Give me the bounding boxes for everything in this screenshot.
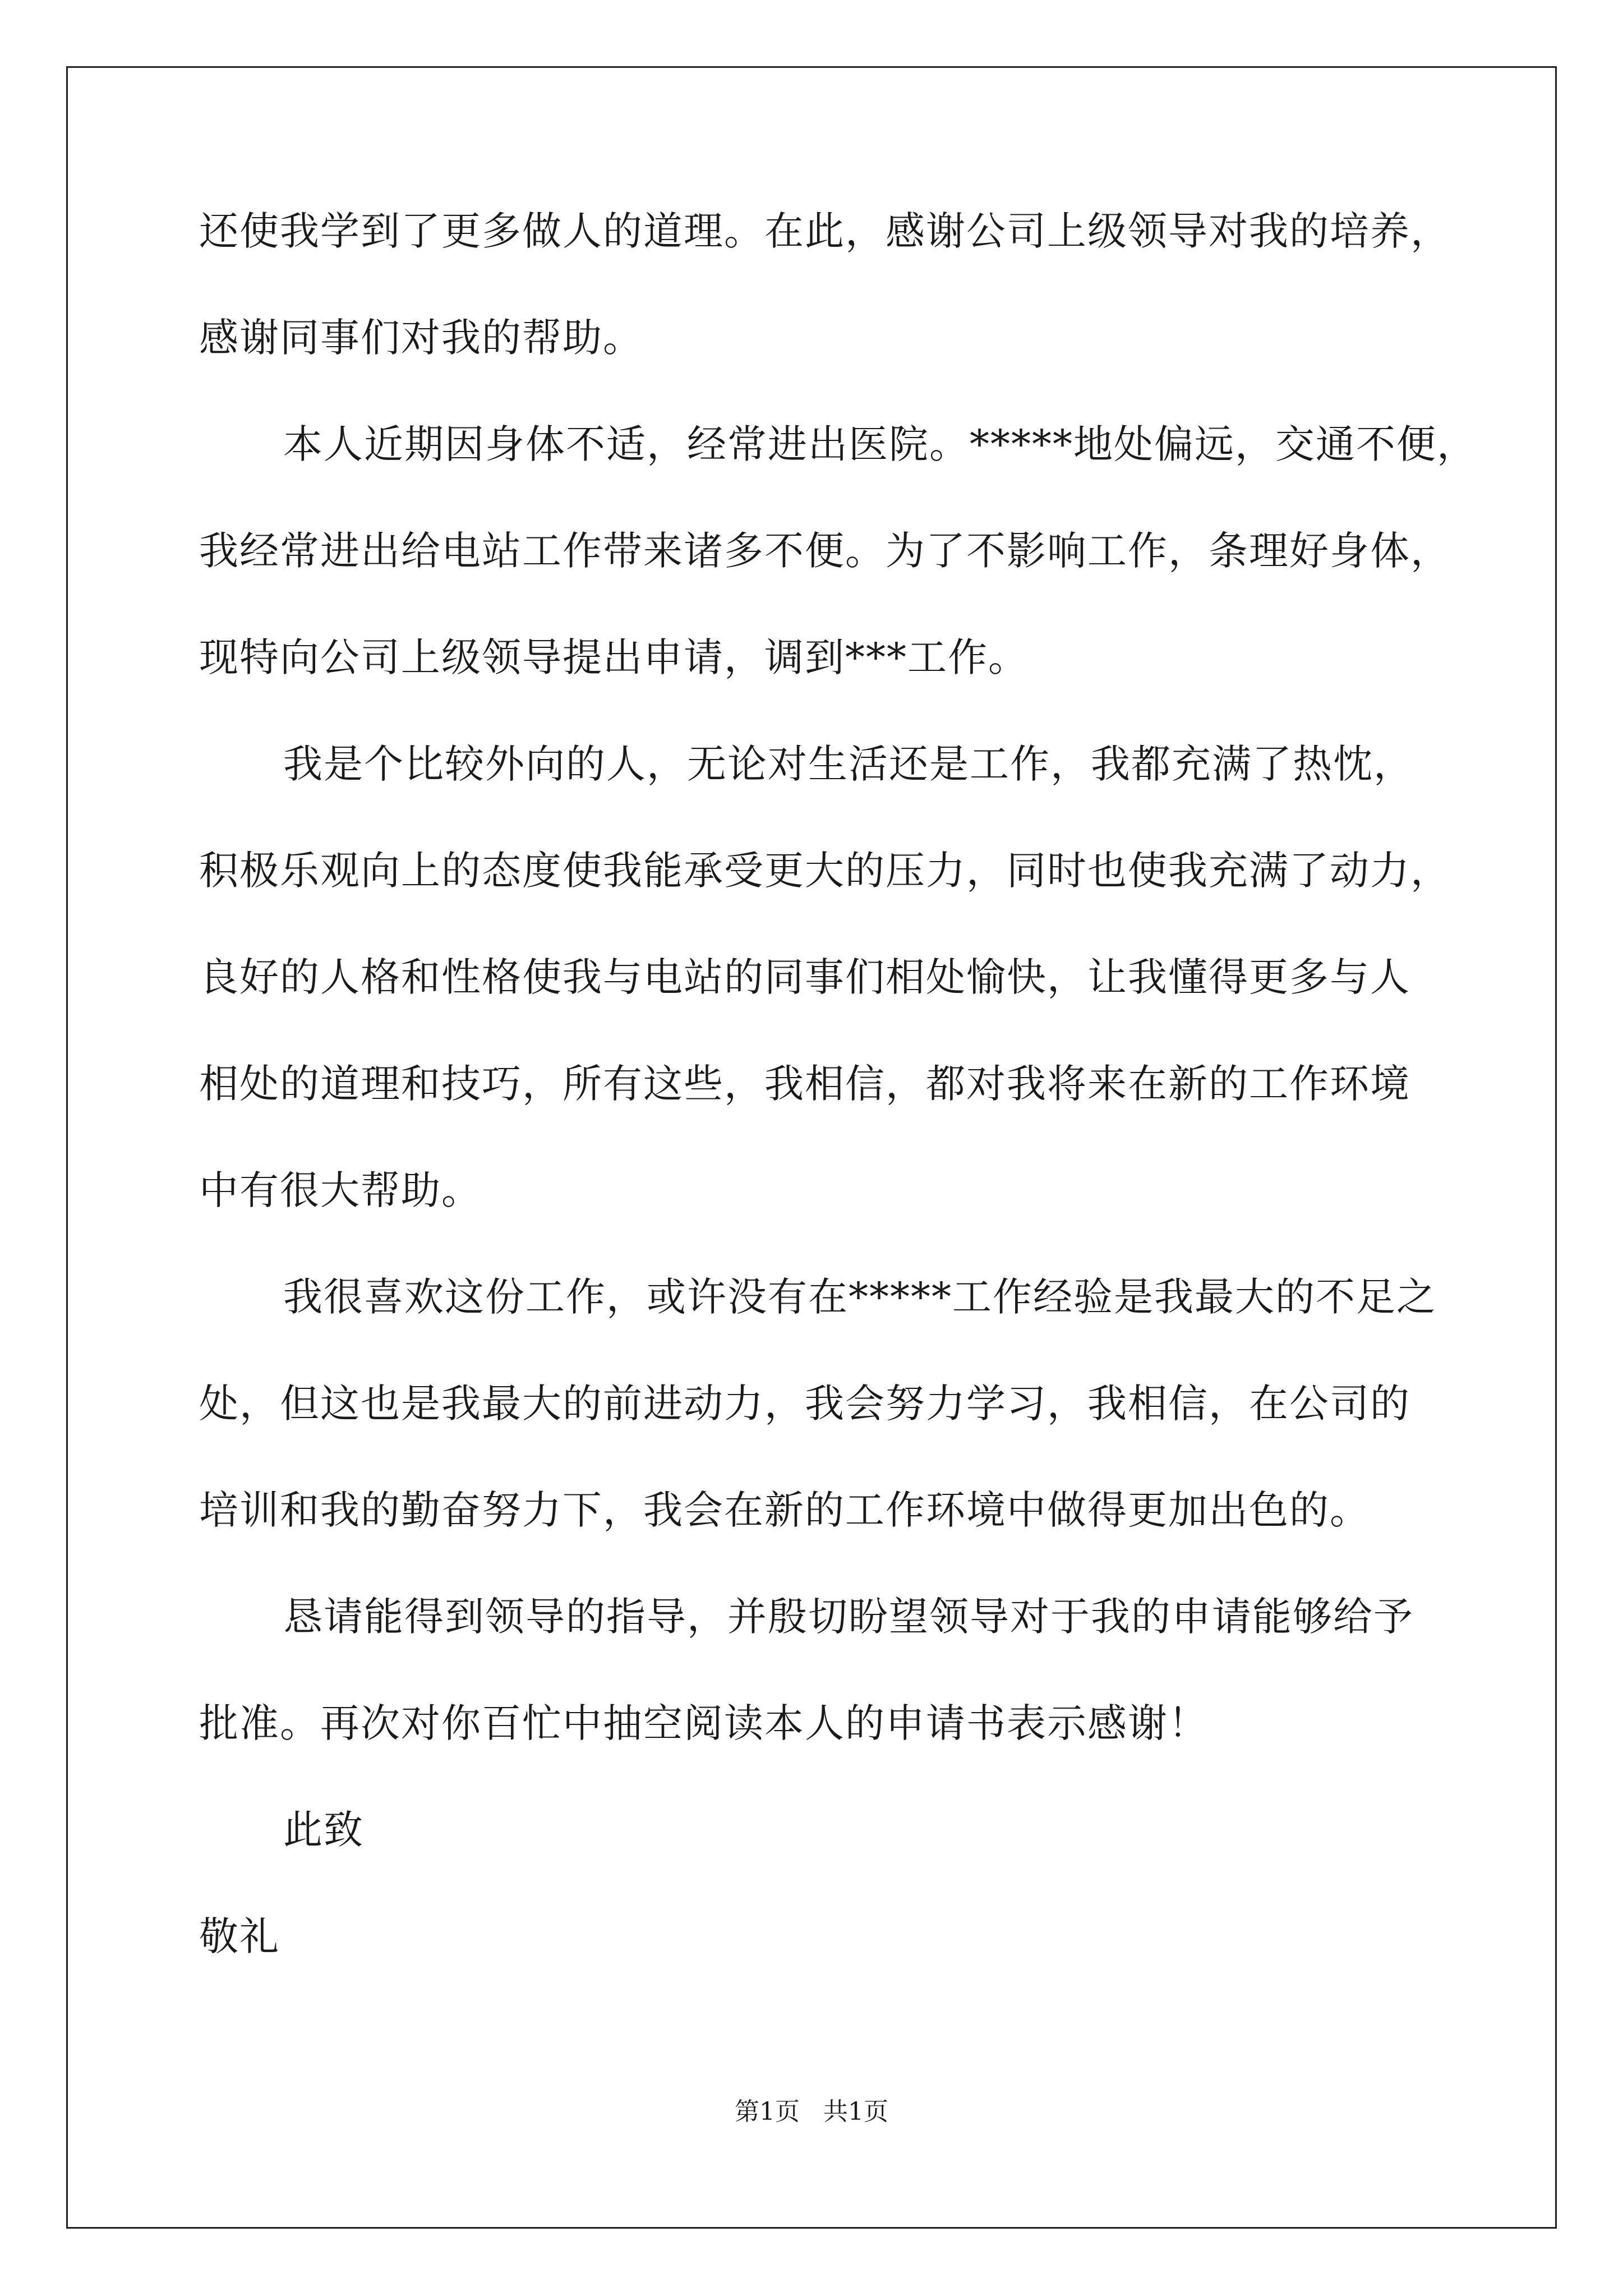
page-footer: 第1页 共1页 (735, 2097, 888, 2126)
text-line: 现特向公司上级领导提出申请，调到***工作。 (199, 634, 1029, 680)
text-line: 培训和我的勤奋努力下，我会在新的工作环境中做得更加出色的。 (199, 1487, 1370, 1533)
page-border (66, 66, 1557, 2229)
paragraph-start-line: 本人近期因身体不适，经常进出医院。*****地处偏远，交通不便， (283, 421, 1477, 467)
text-line: 批准。再次对你百忙中抽空阅读本人的申请书表示感谢！ (199, 1700, 1209, 1746)
closing-regards: 敬礼 (199, 1913, 280, 1959)
text-line: 相处的道理和技巧，所有这些，我相信，都对我将来在新的工作环境 (199, 1061, 1410, 1107)
closing-salutation: 此致 (283, 1807, 364, 1853)
text-line: 处，但这也是我最大的前进动力，我会努力学习，我相信，在公司的 (199, 1381, 1410, 1427)
paragraph-start-line: 恳请能得到领导的指导，并殷切盼望领导对于我的申请能够给予 (283, 1594, 1414, 1640)
text-line: 良好的人格和性格使我与电站的同事们相处愉快，让我懂得更多与人 (199, 954, 1410, 1000)
paragraph-start-line: 我很喜欢这份工作，或许没有在*****工作经验是我最大的不足之 (283, 1274, 1437, 1320)
text-line: 我经常进出给电站工作带来诸多不便。为了不影响工作，条理好身体， (199, 528, 1451, 574)
text-line: 积极乐观向上的态度使我能承受更大的压力，同时也使我充满了动力， (199, 848, 1451, 894)
text-line: 感谢同事们对我的帮助。 (199, 315, 643, 361)
text-line: 还使我学到了更多做人的道理。在此，感谢公司上级领导对我的培养， (199, 208, 1451, 254)
text-line: 中有很大帮助。 (199, 1167, 482, 1213)
paragraph-start-line: 我是个比较外向的人，无论对生活还是工作，我都充满了热忱， (283, 741, 1414, 787)
